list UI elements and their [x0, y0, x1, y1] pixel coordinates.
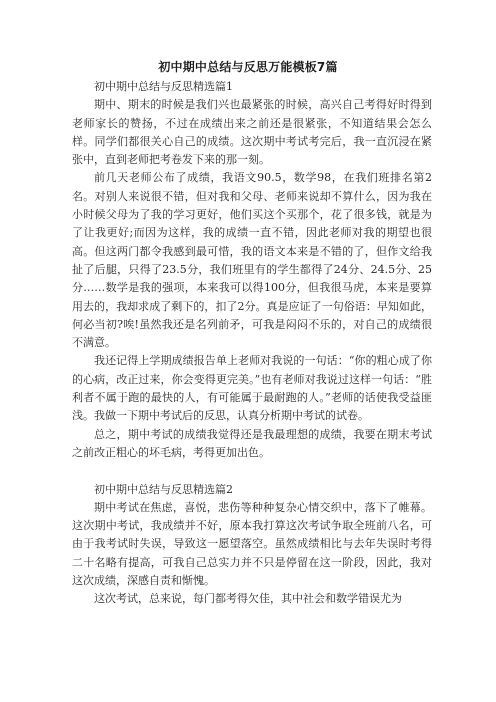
- paragraph: 前几天老师公布了成绩，我语文90.5，数学98，在我们班排名第2名。对别人来说很不错，但对我和父母、老师来说却不算什么，因为我在小时候父母为了我的学习更好，他们买这个买那个，花了很多钱，就是为了让我更好;而因为这样，我的成绩一直不错，因此老师对我的期望也很高。但这两门都令我感到最可惜，我的语文本来是不错的了，但作文给我扯了后腿，只得了23.5分，我们班里有的学生都得了24分、24.5分、25分……数学是我的强项，本来我可以得100分，但我很马虎，本来是要算用去的，我却求成了剩下的，扣了2分。真是应证了一句俗语：早知如此，何必当初?唉!虽然我还是名列前矛，可我是闷闷不乐的，对自己的成绩很不满意。: [72, 171, 432, 350]
- section-heading: 初中期中总结与反思精选篇2: [94, 482, 233, 496]
- document-title: 初中期中总结与反思万能模板7篇: [158, 60, 338, 74]
- document-body: [72, 78, 432, 609]
- paragraph: 期中、期末的时候是我们兴也最紧张的时候，高兴自己考得好时得到老师家长的赞扬，不过在成绩出来之前还是很紧张，不知道结果会怎么样。同学们都很关心自己的成绩。这次期中考试考完后，我一直沉浸在紧张中，直到老师把考卷发下来的那一刻。: [72, 98, 432, 167]
- paragraph: 总之，期中考试的成绩我觉得还是我最理想的成绩，我要在期末考试之前改正粗心的坏毛病，考得更加出色。: [72, 427, 432, 459]
- paragraph: 这次考试，总来说，每门都考得欠佳，其中社会和数学错误尤为: [94, 592, 402, 606]
- paragraph: 期中考试在焦虑，喜悦，悲伤等种种复杂心情交织中，落下了帷幕。这次期中考试，我成绩并不好，原本我打算这次考试争取全班前八名，可由于我考试时失误，导致这一愿望落空。虽然成绩相比与去年失误时考得二十名略有提高，可我自己总实力并不只是停留在这一阶段，因此，我对这次成绩，深感自责和惭愧。: [72, 500, 432, 588]
- section-spacer: [72, 462, 432, 480]
- section-heading: 初中期中总结与反思精选篇1: [94, 80, 233, 93]
- paragraph: 我还记得上学期成绩报告单上老师对我说的一句话：“你的粗心成了你的心病，改正过来，你会变得更完美。”也有老师对我说过这样一句话：“胜利者不属于跑的最快的人，有可能属于最耐跑的人。”老师的话使我受益匪浅。我做一下期中考试后的反思，认真分析期中考试的试卷。: [72, 354, 432, 423]
